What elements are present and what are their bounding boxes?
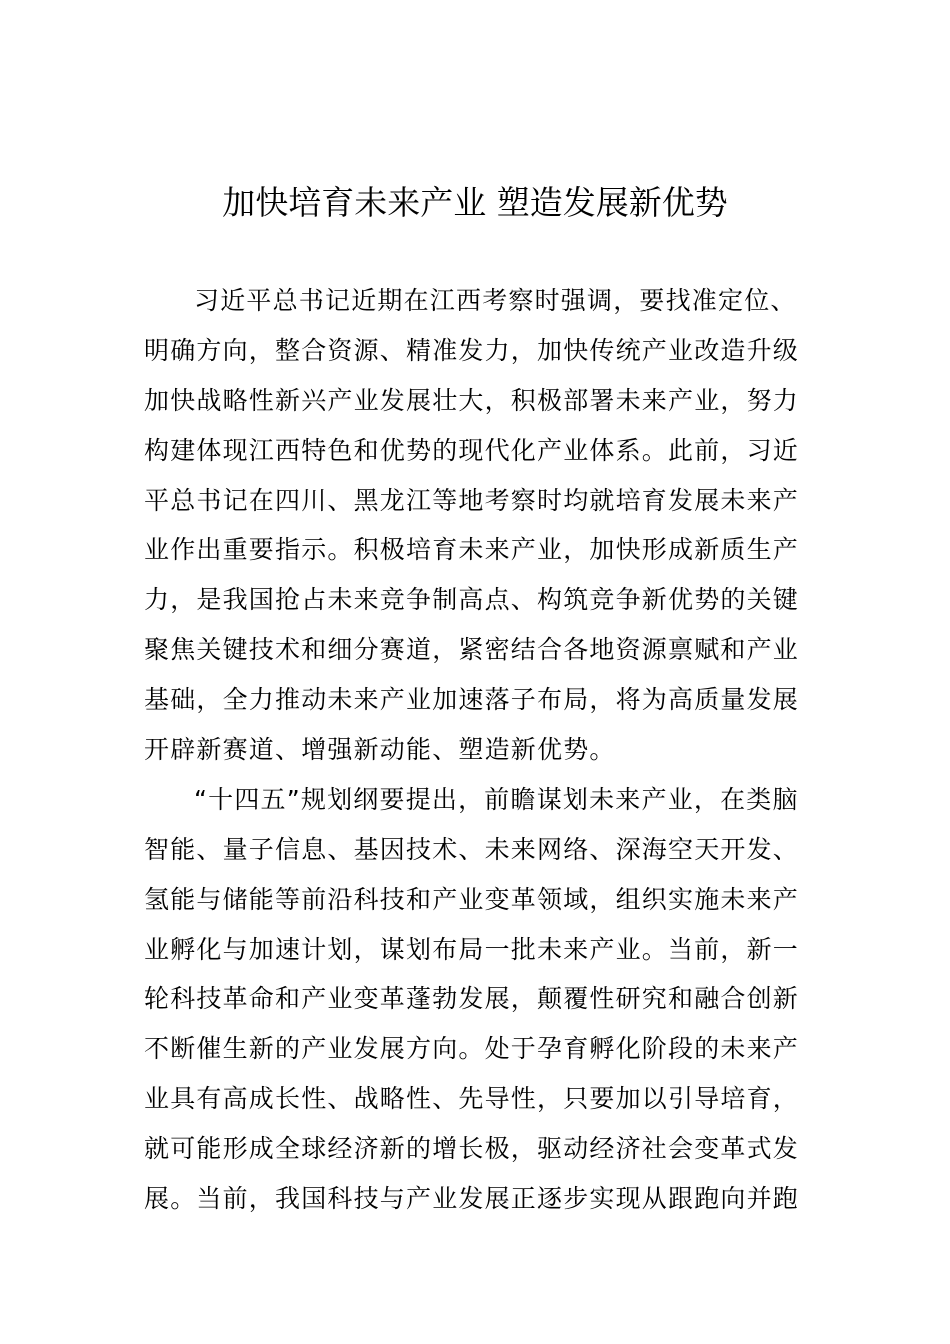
- text-line: 业作出重要指示。积极培育未来产业，加快形成新质生产: [144, 535, 800, 565]
- text-line: 力，是我国抢占未来竞争制高点、构筑竞争新优势的关键: [144, 585, 800, 615]
- text-line: 习近平总书记近期在江西考察时强调，要找准定位、: [194, 286, 797, 315]
- document-title: 加快培育未来产业 塑造发展新优势: [222, 183, 728, 222]
- text-line: 开辟新赛道、增强新动能、塑造新优势。: [144, 735, 616, 765]
- text-line: 构建体现江西特色和优势的现代化产业体系。此前，习近: [144, 435, 800, 465]
- text-line: 业具有高成长性、战略性、先导性，只要加以引导培育，: [144, 1084, 800, 1114]
- text-line: 加快战略性新兴产业发展壮大，积极部署未来产业，努力: [144, 385, 800, 415]
- text-line: 聚焦关键技术和细分赛道，紧密结合各地资源禀赋和产业: [144, 635, 800, 665]
- text-line: 明确方向，整合资源、精准发力，加快传统产业改造升级: [144, 335, 800, 365]
- text-line: 平总书记在四川、黑龙江等地考察时均就培育发展未来产: [144, 485, 800, 515]
- text-line: 基础，全力推动未来产业加速落子布局，将为高质量发展: [144, 685, 800, 715]
- text-line: 氢能与储能等前沿科技和产业变革领域，组织实施未来产: [144, 884, 800, 914]
- document-body: [144, 276, 806, 1224]
- text-line: 不断催生新的产业发展方向。处于孕育孵化阶段的未来产: [144, 1034, 800, 1064]
- text-line: 就可能形成全球经济新的增长极，驱动经济社会变革式发: [144, 1134, 800, 1164]
- text-line: “十四五”规划纲要提出，前瞻谋划未来产业，在类脑: [194, 784, 799, 814]
- text-line: 智能、量子信息、基因技术、未来网络、深海空天开发、: [144, 834, 800, 864]
- text-line: 轮科技革命和产业变革蓬勃发展，颠覆性研究和融合创新: [144, 984, 800, 1014]
- text-line: 业孵化与加速计划，谋划布局一批未来产业。当前，新一: [144, 934, 800, 964]
- text-line: 展。当前，我国科技与产业发展正逐步实现从跟跑向并跑: [144, 1184, 800, 1214]
